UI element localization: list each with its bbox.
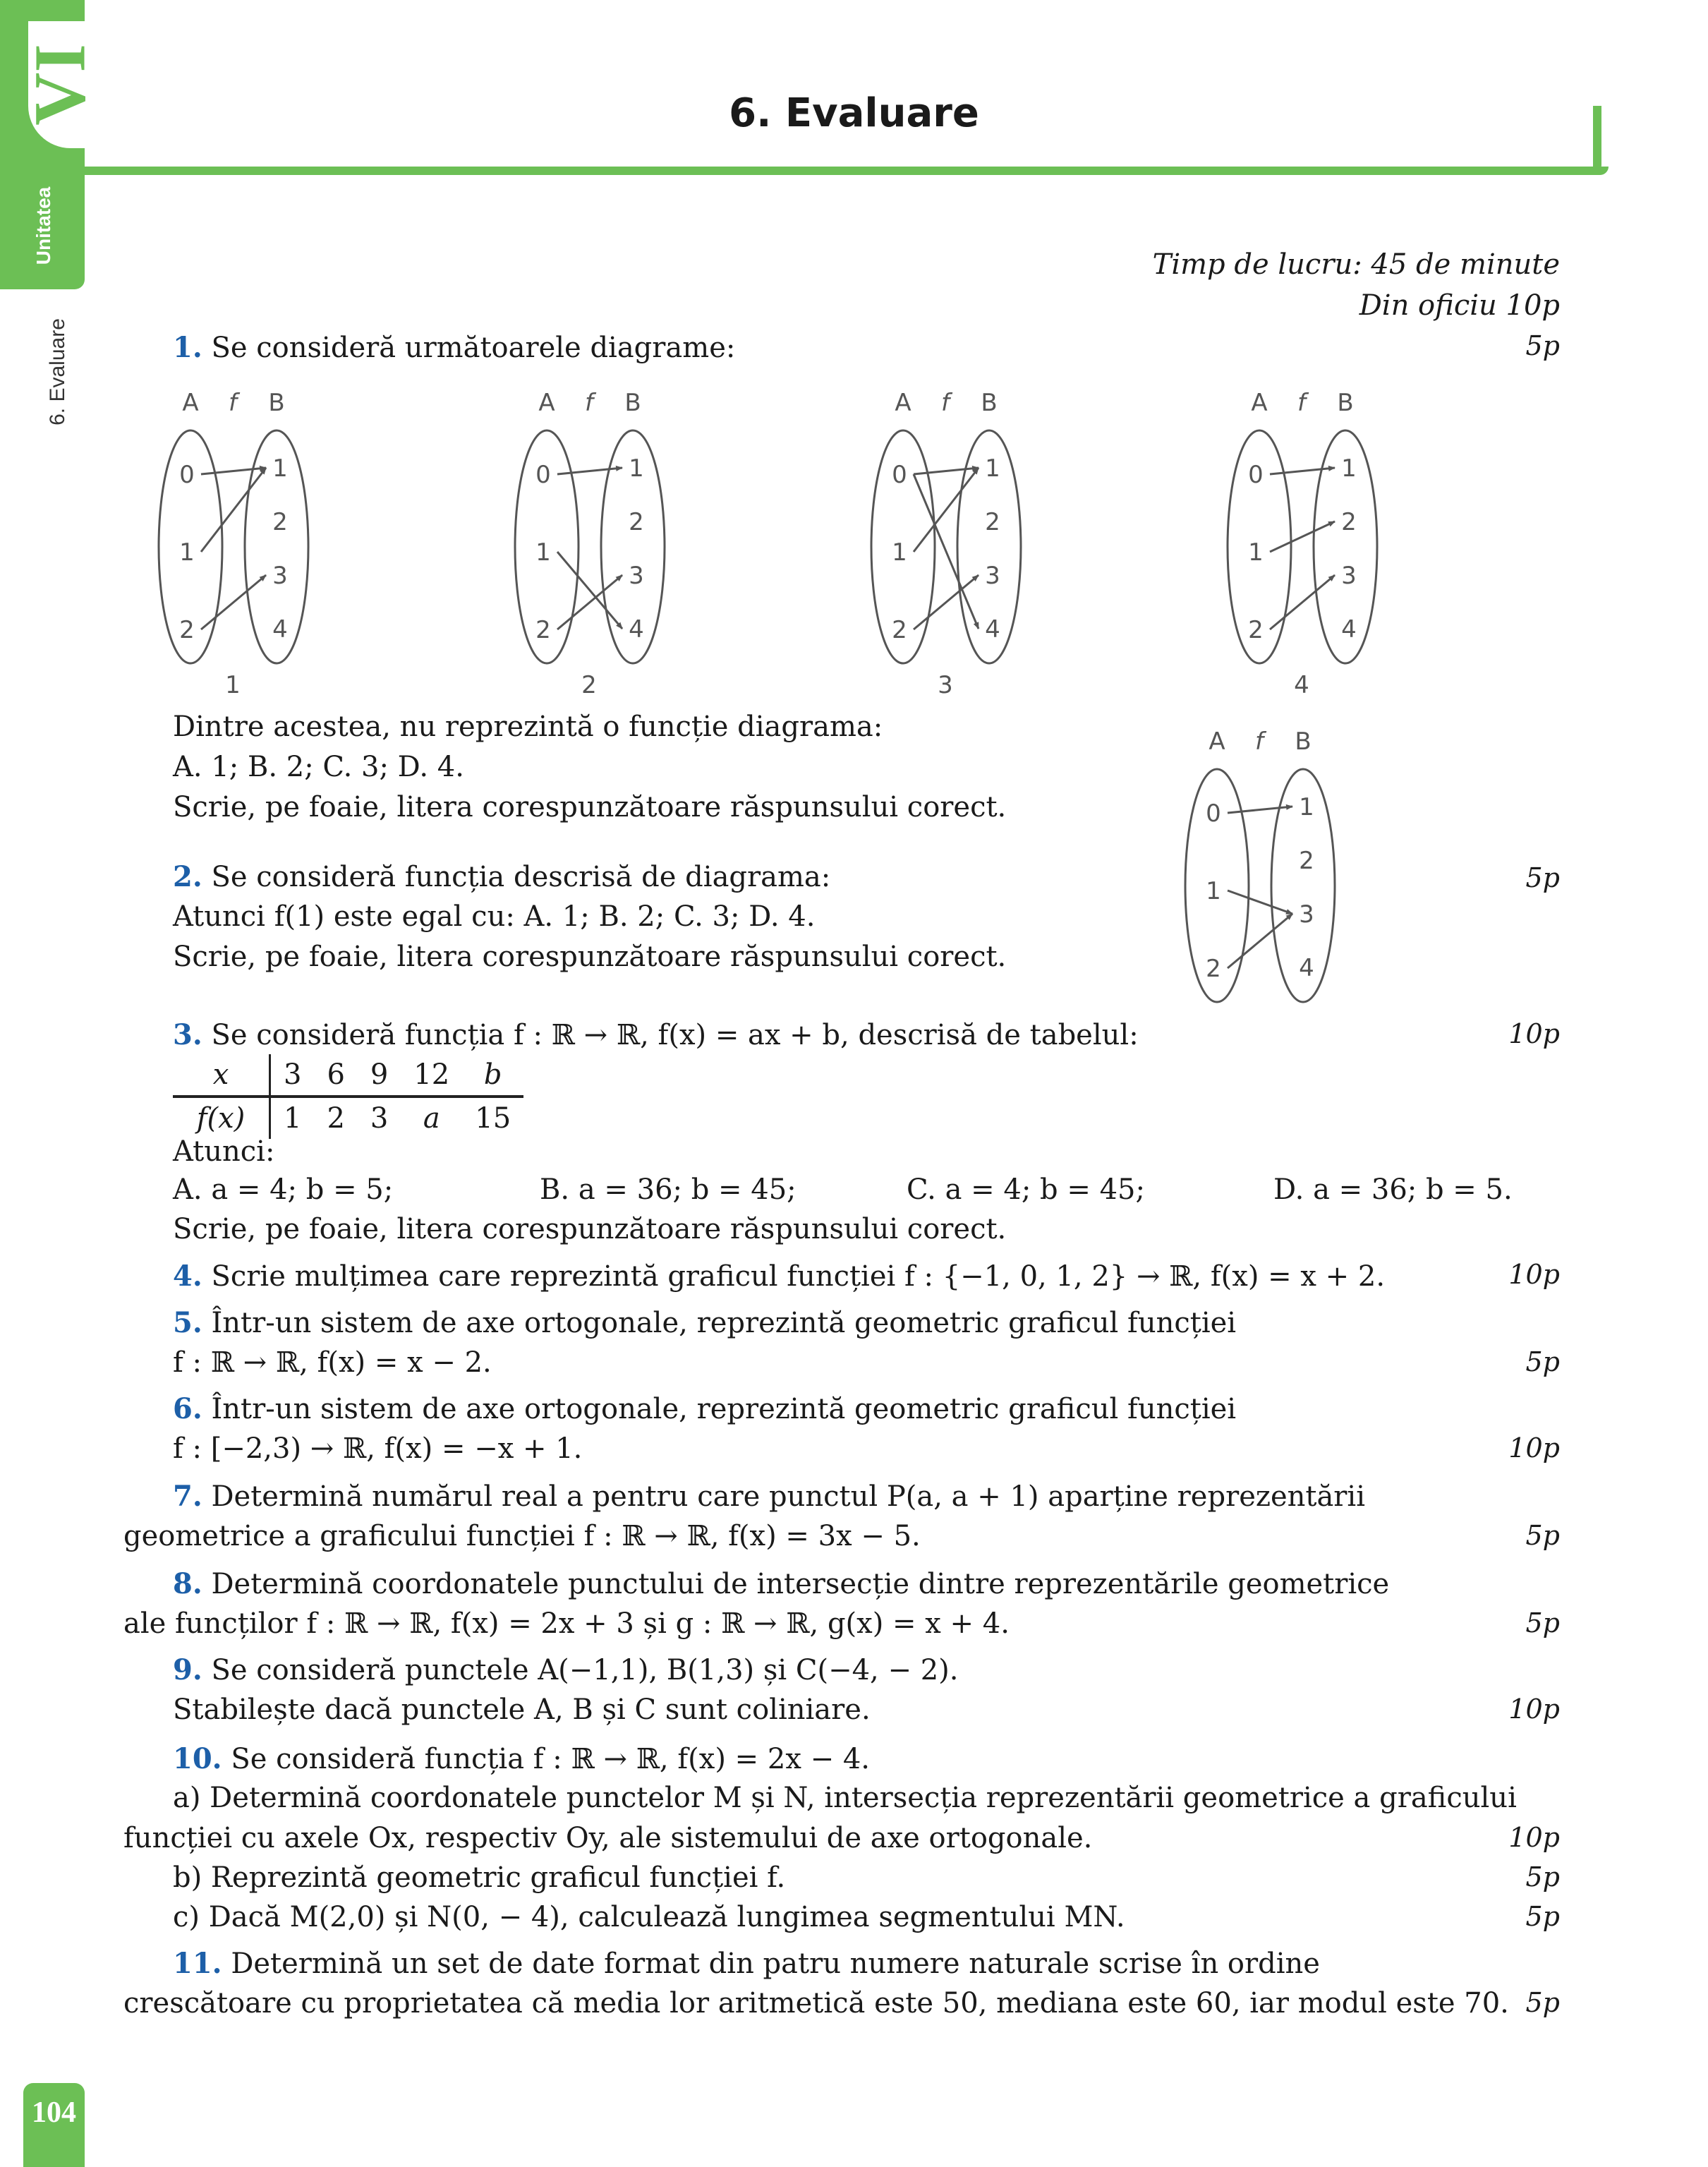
question-3-then: Atunci: bbox=[173, 1135, 275, 1168]
side-section-label: 6. Evaluare bbox=[46, 318, 69, 425]
set-a-label: A bbox=[895, 389, 911, 417]
codomain-element: 3 bbox=[1299, 900, 1314, 929]
set-a-label: A bbox=[1251, 389, 1268, 417]
arrow-diagram bbox=[1228, 389, 1377, 699]
question-text: Într-un sistem de axe ortogonale, reprezintă geometric graficul funcției bbox=[211, 1393, 1237, 1425]
mapping-arrow bbox=[1228, 807, 1292, 813]
table-cell: b bbox=[462, 1054, 523, 1097]
codomain-element: 3 bbox=[272, 562, 288, 590]
table-cell: 3 bbox=[370, 1102, 389, 1135]
question-10 bbox=[173, 1739, 870, 1780]
table-cell: 12 bbox=[401, 1054, 462, 1097]
question-3-option-b: B. a = 36; b = 45; bbox=[540, 1173, 797, 1206]
question-text: Se consideră funcția f : ℝ → ℝ, f(x) = ax + b, descrisă de tabelul: bbox=[211, 1019, 1139, 1051]
domain-element: 2 bbox=[179, 616, 195, 644]
function-label: f bbox=[1297, 389, 1306, 417]
table-row-x bbox=[173, 1054, 523, 1097]
domain-element: 1 bbox=[179, 538, 195, 567]
question-10-part-c: c) Dacă M(2,0) și N(0, − 4), calculează lungimea segmentului MN. bbox=[173, 1901, 1125, 1933]
question-text: Determină coordonatele punctului de intersecție dintre reprezentările geometrice bbox=[211, 1568, 1390, 1600]
question-3-instruction: Scrie, pe foaie, litera corespunzătoare răspunsului corect. bbox=[173, 1213, 1007, 1245]
question-text: Se consideră funcția f : ℝ → ℝ, f(x) = 2x − 4. bbox=[231, 1743, 870, 1775]
function-diagrams bbox=[141, 367, 1552, 706]
arrow-diagram bbox=[515, 389, 665, 699]
question-6-function: f : [−2,3) → ℝ, f(x) = −x + 1. bbox=[173, 1432, 583, 1465]
table-cell: 2 bbox=[327, 1102, 345, 1135]
table-cell: 15 bbox=[475, 1102, 511, 1135]
set-a-label: A bbox=[182, 389, 199, 417]
diagram-caption: 1 bbox=[225, 671, 241, 699]
set-b-label: B bbox=[981, 389, 998, 417]
table-header-x: x bbox=[173, 1054, 270, 1097]
domain-element: 2 bbox=[1206, 955, 1221, 983]
diagram-caption: 2 bbox=[581, 671, 597, 699]
question-5-points: 5p bbox=[1525, 1346, 1560, 1377]
mapping-arrow bbox=[914, 474, 979, 629]
codomain-element: 4 bbox=[985, 615, 1000, 644]
question-2-points: 5p bbox=[1525, 862, 1560, 893]
question-number: 10. bbox=[173, 1742, 222, 1775]
table-header-fx: f(x) bbox=[173, 1097, 270, 1139]
question-text: Determină un set de date format din patru numere naturale scrise în ordine bbox=[231, 1948, 1320, 1980]
codomain-element: 4 bbox=[1341, 615, 1357, 644]
question-text: Se consideră funcția descrisă de diagrama: bbox=[211, 861, 831, 893]
question-10c-points: 5p bbox=[1525, 1901, 1560, 1932]
codomain-element: 3 bbox=[985, 562, 1000, 590]
unit-numeral: VI bbox=[19, 44, 101, 126]
mapping-arrow bbox=[914, 575, 979, 629]
question-text: Se consideră următoarele diagrame: bbox=[211, 332, 736, 364]
codomain-element: 2 bbox=[1341, 508, 1357, 536]
codomain-element: 4 bbox=[272, 615, 288, 644]
domain-element: 2 bbox=[535, 616, 551, 644]
domain-element: 0 bbox=[892, 461, 907, 489]
time-limit: Timp de lucru: 45 de minute bbox=[1152, 248, 1560, 281]
table-cell: 9 bbox=[358, 1054, 401, 1097]
question-7 bbox=[173, 1476, 1365, 1517]
question-10-part-b: b) Reprezintă geometric graficul funcției f. bbox=[173, 1861, 786, 1894]
mapping-arrow bbox=[201, 575, 266, 629]
question-11 bbox=[173, 1943, 1320, 1984]
question-3-option-a: A. a = 4; b = 5; bbox=[173, 1173, 394, 1206]
question-7-continuation: geometrice a graficului funcției f : ℝ → ℝ, f(x) = 3x − 5. bbox=[123, 1520, 921, 1552]
question-10-part-a-continuation: funcției cu axele Ox, respectiv Oy, ale sistemului de axe ortogonale. bbox=[123, 1822, 1093, 1854]
arrow-diagram bbox=[1185, 728, 1335, 1002]
mapping-arrow bbox=[557, 552, 622, 629]
arrow-diagram bbox=[159, 389, 308, 699]
set-b-label: B bbox=[1295, 728, 1312, 756]
question-2-instruction: Scrie, pe foaie, litera corespunzătoare răspunsului corect. bbox=[173, 941, 1007, 973]
mapping-arrow bbox=[1228, 891, 1292, 914]
mapping-arrow bbox=[1270, 468, 1335, 474]
question-8 bbox=[173, 1564, 1389, 1605]
question-10-part-a: a) Determină coordonatele punctelor M și N, intersecția reprezentării geometrice a graficului bbox=[173, 1782, 1517, 1814]
domain-element: 0 bbox=[1206, 799, 1221, 828]
question-text: Într-un sistem de axe ortogonale, reprezintă geometric graficul funcției bbox=[211, 1307, 1237, 1339]
domain-element: 1 bbox=[1206, 877, 1221, 905]
function-label: f bbox=[1255, 728, 1264, 756]
codomain-element: 4 bbox=[629, 615, 644, 644]
question-9-points: 10p bbox=[1508, 1694, 1560, 1725]
question-3-option-c: C. a = 4; b = 45; bbox=[907, 1173, 1145, 1206]
question-8-points: 5p bbox=[1525, 1607, 1560, 1638]
diagram-caption: 3 bbox=[938, 671, 953, 699]
mapping-arrow bbox=[1270, 521, 1335, 552]
codomain-element: 1 bbox=[1299, 793, 1314, 821]
question-1 bbox=[173, 327, 735, 368]
page-number-tab bbox=[23, 2083, 85, 2167]
page-number: 104 bbox=[32, 2096, 76, 2129]
domain-element: 0 bbox=[179, 461, 195, 489]
arrow-diagram bbox=[871, 389, 1021, 699]
codomain-element: 2 bbox=[272, 508, 288, 536]
domain-element: 1 bbox=[892, 538, 907, 567]
question-5 bbox=[173, 1303, 1236, 1344]
codomain-element: 4 bbox=[1299, 954, 1314, 982]
question-number: 4. bbox=[173, 1260, 202, 1293]
mapping-arrow bbox=[201, 468, 266, 474]
question-11-continuation: crescătoare cu proprietatea că media lor aritmetică este 50, mediana este 60, iar modul este 70. bbox=[123, 1987, 1509, 2020]
set-b-label: B bbox=[268, 389, 285, 417]
question-number: 9. bbox=[173, 1653, 202, 1686]
set-a-label: A bbox=[1209, 728, 1225, 756]
table-cell: a bbox=[423, 1102, 440, 1135]
domain-element: 0 bbox=[535, 461, 551, 489]
question-1-instruction: Scrie, pe foaie, litera corespunzătoare răspunsului corect. bbox=[173, 791, 1007, 823]
codomain-element: 3 bbox=[629, 562, 644, 590]
codomain-element: 2 bbox=[629, 508, 644, 536]
question-number: 7. bbox=[173, 1480, 202, 1513]
domain-element: 0 bbox=[1248, 461, 1264, 489]
question-11-points: 5p bbox=[1525, 1987, 1560, 2018]
diagram-caption: 4 bbox=[1294, 671, 1309, 699]
question-4-points: 10p bbox=[1508, 1259, 1560, 1290]
question-1-prompt: Dintre acestea, nu reprezintă o funcție diagrama: bbox=[173, 711, 883, 743]
question-text: Determină numărul real a pentru care punctul P(a, a + 1) aparține reprezentării bbox=[211, 1480, 1366, 1513]
values-table bbox=[173, 1054, 523, 1139]
mapping-arrow bbox=[557, 468, 622, 474]
question-3-points: 10p bbox=[1508, 1018, 1560, 1049]
title-underline bbox=[78, 167, 1609, 175]
question-6 bbox=[173, 1389, 1236, 1430]
question-5-function: f : ℝ → ℝ, f(x) = x − 2. bbox=[173, 1346, 492, 1379]
mapping-arrow bbox=[914, 468, 979, 552]
question-7-points: 5p bbox=[1525, 1520, 1560, 1551]
codomain-element: 1 bbox=[1341, 454, 1357, 483]
question-number: 11. bbox=[173, 1947, 222, 1980]
question-number: 6. bbox=[173, 1392, 202, 1425]
question-1-options: A. 1; B. 2; C. 3; D. 4. bbox=[173, 751, 464, 783]
question-2-prompt: Atunci f(1) este egal cu: A. 1; B. 2; C. 3; D. 4. bbox=[173, 900, 816, 933]
mapping-arrow bbox=[557, 575, 622, 629]
default-points: Din oficiu 10p bbox=[1359, 289, 1560, 322]
codomain-element: 3 bbox=[1341, 562, 1357, 590]
set-b-label: B bbox=[624, 389, 641, 417]
function-diagram-q2 bbox=[1143, 706, 1496, 1009]
question-3 bbox=[173, 1015, 1139, 1056]
table-cell: 1 bbox=[284, 1102, 302, 1135]
question-8-continuation: ale funcților f : ℝ → ℝ, f(x) = 2x + 3 și g : ℝ → ℝ, g(x) = x + 4. bbox=[123, 1607, 1010, 1640]
mapping-arrow bbox=[1270, 575, 1335, 629]
page-title: 6. Evaluare bbox=[729, 90, 979, 136]
question-1-points: 5p bbox=[1525, 330, 1560, 361]
domain-element: 2 bbox=[892, 616, 907, 644]
domain-element: 2 bbox=[1248, 616, 1264, 644]
question-9-continuation: Stabilește dacă punctele A, B și C sunt coliniare. bbox=[173, 1694, 871, 1726]
question-6-points: 10p bbox=[1508, 1432, 1560, 1463]
mapping-arrow bbox=[1228, 914, 1292, 968]
set-b-label: B bbox=[1337, 389, 1354, 417]
codomain-element: 2 bbox=[985, 508, 1000, 536]
question-number: 5. bbox=[173, 1306, 202, 1339]
table-cell: 3 bbox=[270, 1054, 315, 1097]
function-label: f bbox=[585, 389, 593, 417]
question-text: Se consideră punctele A(−1,1), B(1,3) și C(−4, − 2). bbox=[211, 1654, 959, 1686]
codomain-element: 1 bbox=[272, 454, 288, 483]
mapping-arrow bbox=[914, 468, 979, 474]
codomain-element: 1 bbox=[629, 454, 644, 483]
question-3-option-d: D. a = 36; b = 5. bbox=[1273, 1173, 1513, 1206]
question-9 bbox=[173, 1650, 959, 1691]
table-cell: 6 bbox=[314, 1054, 357, 1097]
codomain-element: 2 bbox=[1299, 847, 1314, 875]
set-a-label: A bbox=[538, 389, 555, 417]
function-label: f bbox=[229, 389, 237, 417]
codomain-element: 1 bbox=[985, 454, 1000, 483]
question-2 bbox=[173, 857, 830, 898]
question-number: 2. bbox=[173, 860, 202, 893]
question-10b-points: 5p bbox=[1525, 1861, 1560, 1893]
mapping-arrow bbox=[201, 468, 266, 552]
question-number: 8. bbox=[173, 1567, 202, 1600]
unit-label: Unitatea bbox=[32, 186, 54, 265]
domain-element: 1 bbox=[1248, 538, 1264, 567]
question-4 bbox=[173, 1256, 1385, 1297]
domain-element: 1 bbox=[535, 538, 551, 567]
question-10a-points: 10p bbox=[1508, 1822, 1560, 1853]
question-number: 3. bbox=[173, 1018, 202, 1051]
question-text: Scrie mulțimea care reprezintă graficul funcției f : {−1, 0, 1, 2} → ℝ, f(x) = x + 2. bbox=[211, 1260, 1386, 1293]
function-label: f bbox=[941, 389, 950, 417]
question-number: 1. bbox=[173, 331, 202, 364]
